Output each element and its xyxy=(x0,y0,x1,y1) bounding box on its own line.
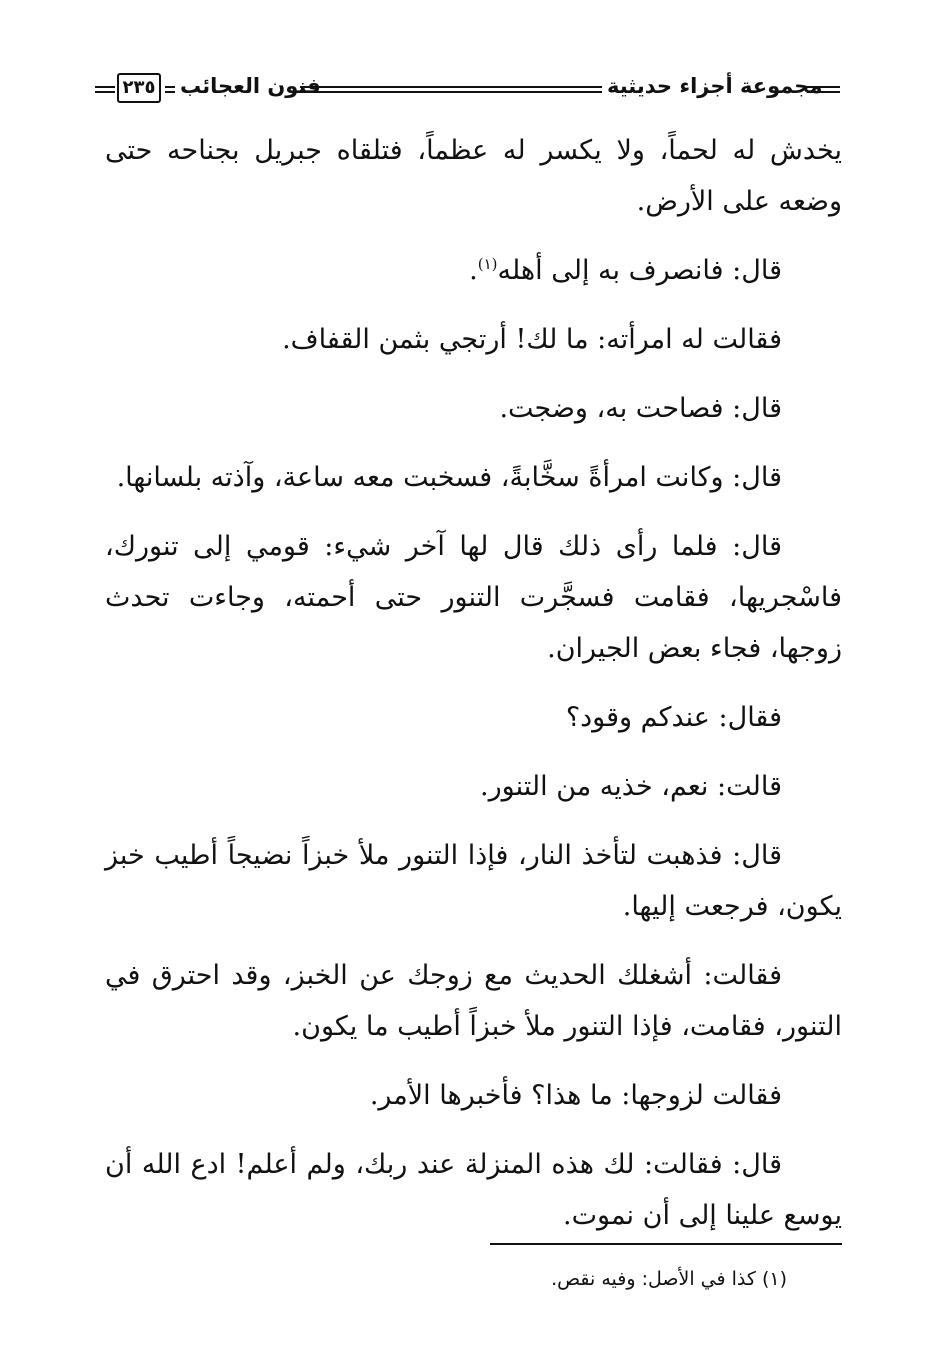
paragraph xyxy=(105,245,842,296)
paragraph-text: فقالت له امرأته: ما لك! أرتجي بثمن القفاف. xyxy=(282,324,782,355)
paragraph xyxy=(105,521,842,674)
paragraph xyxy=(105,1070,842,1121)
running-header xyxy=(95,70,840,110)
paragraph-text: قال: فلما رأى ذلك قال لها آخر شيء: قومي إلى تنورك، فاسْجريها، فقامت فسجَّرت التنور حتى أحمته، وجاءت تحدث زوجها، فجاء بعض الجيران. xyxy=(105,531,842,664)
header-rule-short xyxy=(165,86,175,93)
footnote-ref: (١) xyxy=(477,255,498,273)
paragraph-text: قال: فصاحت به، وضجت. xyxy=(499,393,782,424)
paragraph-text: فقالت: أشغلك الحديث مع زوجك عن الخبز، وقد احترق في التنور، فقامت، فإذا التنور ملأ خبزاً أطيب ما يكون. xyxy=(105,960,842,1042)
footnote: (١) كذا في الأصل: وفيه نقص. xyxy=(551,1268,787,1290)
paragraph xyxy=(105,452,842,503)
header-rule-right xyxy=(807,86,840,93)
paragraph-text: قالت: نعم، خذيه من التنور. xyxy=(480,771,782,802)
paragraph-text: قال: فقالت: لك هذه المنزلة عند ربك، ولم أعلم! ادع الله أن يوسع علينا إلى أن نموت. xyxy=(105,1149,842,1231)
paragraph xyxy=(105,1139,842,1241)
main-text xyxy=(105,125,842,1259)
paragraph xyxy=(105,692,842,743)
part-title: فنون العجائب xyxy=(180,74,321,98)
paragraph-tail: . xyxy=(469,255,478,286)
header-rule-left xyxy=(95,86,115,93)
page-number: ٢٣٥ xyxy=(117,73,161,103)
header-rule-middle xyxy=(300,86,602,93)
paragraph-text: قال: وكانت امرأةً سخَّابةً، فسخبت معه ساعة، وآذته بلسانها. xyxy=(116,462,782,493)
paragraph-text: قال: فذهبت لتأخذ النار، فإذا التنور ملأ خبزاً نضيجاً أطيب خبز يكون، فرجعت إليها. xyxy=(105,840,842,922)
paragraph-text: قال: فانصرف به إلى أهله xyxy=(497,255,782,286)
paragraph xyxy=(105,761,842,812)
paragraph-text: يخدش له لحماً، ولا يكسر له عظماً، فتلقاه جبريل بجناحه حتى وضعه على الأرض. xyxy=(105,135,842,217)
paragraph-text: فقالت لزوجها: ما هذا؟ فأخبرها الأمر. xyxy=(369,1080,782,1111)
paragraph-text: فقال: عندكم وقود؟ xyxy=(565,702,782,733)
paragraph xyxy=(105,125,842,227)
paragraph xyxy=(105,950,842,1052)
paragraph xyxy=(105,830,842,932)
paragraph xyxy=(105,314,842,365)
paragraph xyxy=(105,383,842,434)
footnote-separator xyxy=(490,1243,842,1245)
book-title: مجموعة أجزاء حديثية xyxy=(607,74,823,98)
